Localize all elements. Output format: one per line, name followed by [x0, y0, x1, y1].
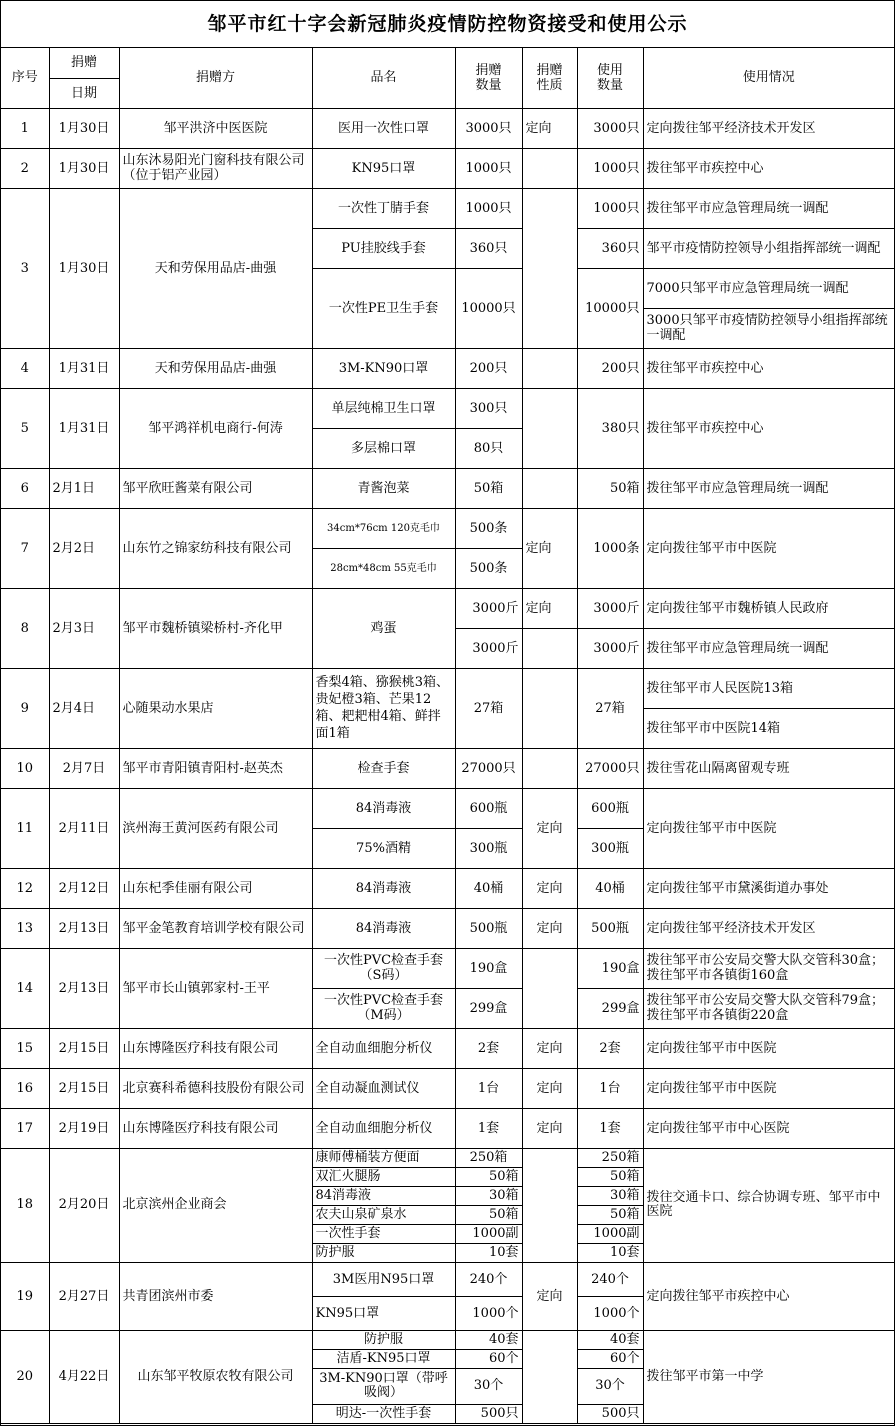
row-date: 2月7日 [49, 748, 119, 788]
row-item: 3M-KN90口罩 [312, 348, 455, 388]
row-nature [522, 628, 577, 668]
row-donor: 北京滨州企业商会 [119, 1148, 312, 1262]
table-row [1, 1108, 894, 1148]
row-item: 农夫山泉矿泉水 [312, 1205, 455, 1224]
row-nature [522, 948, 577, 1028]
row-no: 17 [1, 1108, 49, 1148]
row-nature: 定向 [522, 1108, 577, 1148]
row-date: 2月4日 [49, 668, 119, 748]
row-donor: 山东竹之锦家纺科技有限公司 [119, 508, 312, 588]
row-qty: 3000斤 [455, 588, 522, 628]
row-item: 84消毒液 [312, 868, 455, 908]
row-used: 380只 [577, 388, 643, 468]
row-item: 3M-KN90口罩（带呼吸阀） [312, 1368, 455, 1404]
row-no: 12 [1, 868, 49, 908]
row-used: 1000只 [577, 148, 643, 188]
row-donor: 邹平市青阳镇青阳村-赵英杰 [119, 748, 312, 788]
row-date: 1月30日 [49, 148, 119, 188]
row-used: 30个 [577, 1368, 643, 1404]
row-qty: 299盒 [455, 988, 522, 1028]
row-no: 10 [1, 748, 49, 788]
row-nature [522, 1330, 577, 1423]
row-qty: 50箱 [455, 468, 522, 508]
table-row [1, 348, 894, 388]
row-nature: 定向 [522, 108, 577, 148]
row-used: 300瓶 [577, 828, 643, 868]
row-qty: 50箱 [455, 1205, 522, 1224]
row-no: 3 [1, 188, 49, 348]
row-usage: 拨往邹平市应急管理局统一调配 [643, 628, 894, 668]
row-no: 9 [1, 668, 49, 748]
header-donor: 捐赠方 [119, 48, 312, 108]
row-no: 6 [1, 468, 49, 508]
row-donor: 滨州海王黄河医药有限公司 [119, 788, 312, 868]
row-usage: 拨往邹平市疾控中心 [643, 148, 894, 188]
row-usage: 拨往邹平市第一中学 [643, 1330, 894, 1423]
table-row [1, 588, 894, 628]
row-item: KN95口罩 [312, 1296, 455, 1330]
row-donor: 山东博隆医疗科技有限公司 [119, 1108, 312, 1148]
row-usage: 拨往邹平市公安局交警大队交管科30盒；拨往邹平市各镇街160盒 [643, 948, 894, 988]
row-usage: 拨往邹平市应急管理局统一调配 [643, 188, 894, 228]
row-date: 2月15日 [49, 1068, 119, 1108]
row-usage: 拨往邹平市人民医院13箱 [643, 668, 894, 708]
row-no: 18 [1, 1148, 49, 1262]
row-date: 2月27日 [49, 1262, 119, 1330]
row-used: 40套 [577, 1330, 643, 1349]
row-used: 299盒 [577, 988, 643, 1028]
row-used: 3000只 [577, 108, 643, 148]
row-usage: 定向拨往邹平市中医院 [643, 508, 894, 588]
row-used: 50箱 [577, 1167, 643, 1186]
table-row [1, 1148, 894, 1167]
row-used: 1000副 [577, 1224, 643, 1243]
row-usage: 拨往邹平市疾控中心 [643, 348, 894, 388]
row-used: 1000个 [577, 1296, 643, 1330]
row-no: 5 [1, 388, 49, 468]
row-usage: 定向拨往邹平经济技术开发区 [643, 108, 894, 148]
row-no: 13 [1, 908, 49, 948]
table-row [1, 1262, 894, 1296]
row-usage: 拨往邹平市疾控中心 [643, 388, 894, 468]
row-usage: 定向拨往邹平经济技术开发区 [643, 908, 894, 948]
row-item: 双汇火腿肠 [312, 1167, 455, 1186]
row-donor: 山东杞季佳丽有限公司 [119, 868, 312, 908]
row-usage: 定向拨往邹平市中心医院 [643, 1108, 894, 1148]
row-no: 7 [1, 508, 49, 588]
row-date: 1月30日 [49, 108, 119, 148]
row-donor: 邹平欣旺酱菜有限公司 [119, 468, 312, 508]
row-used: 1台 [577, 1068, 643, 1108]
table-row [1, 948, 894, 988]
row-item: 洁盾-KN95口罩 [312, 1349, 455, 1368]
row-qty: 500瓶 [455, 908, 522, 948]
row-item: 84消毒液 [312, 908, 455, 948]
row-qty: 3000只 [455, 108, 522, 148]
header-date: 日期 [49, 78, 119, 108]
row-usage: 7000只邹平市应急管理局统一调配 [643, 268, 894, 308]
row-nature: 定向 [522, 1068, 577, 1108]
row-qty: 500条 [455, 548, 522, 588]
row-usage: 定向拨往邹平市中医院 [643, 1068, 894, 1108]
row-qty: 250箱 [455, 1148, 522, 1167]
row-no: 16 [1, 1068, 49, 1108]
row-item: 全自动凝血测试仪 [312, 1068, 455, 1108]
header-donate: 捐赠 [49, 48, 119, 78]
row-used: 2套 [577, 1028, 643, 1068]
row-qty: 1000只 [455, 148, 522, 188]
donation-table [1, 48, 894, 1424]
row-used: 50箱 [577, 1205, 643, 1224]
row-date: 2月20日 [49, 1148, 119, 1262]
row-date: 2月11日 [49, 788, 119, 868]
row-qty: 1000个 [455, 1296, 522, 1330]
row-item: 一次性PE卫生手套 [312, 268, 455, 348]
row-used: 27箱 [577, 668, 643, 748]
row-item: 一次性手套 [312, 1224, 455, 1243]
row-nature [522, 748, 577, 788]
row-qty: 1000只 [455, 188, 522, 228]
row-date: 1月31日 [49, 388, 119, 468]
header-usage: 使用情况 [643, 48, 894, 108]
row-used: 250箱 [577, 1148, 643, 1167]
row-date: 2月13日 [49, 948, 119, 1028]
row-qty: 300只 [455, 388, 522, 428]
row-no: 11 [1, 788, 49, 868]
row-item: 28cm*48cm 55克毛巾 [312, 548, 455, 588]
row-qty: 240个 [455, 1262, 522, 1296]
row-date: 2月19日 [49, 1108, 119, 1148]
row-item: 青酱泡菜 [312, 468, 455, 508]
row-used: 60个 [577, 1349, 643, 1368]
header-no: 序号 [1, 48, 49, 108]
table-row [1, 108, 894, 148]
row-usage: 拨往雪花山隔离留观专班 [643, 748, 894, 788]
row-item: 防护服 [312, 1330, 455, 1349]
row-date: 2月3日 [49, 588, 119, 668]
table-row [1, 908, 894, 948]
row-nature: 定向 [522, 1028, 577, 1068]
row-qty: 3000斤 [455, 628, 522, 668]
row-qty: 10套 [455, 1243, 522, 1262]
row-item: 防护服 [312, 1243, 455, 1262]
row-used: 500只 [577, 1404, 643, 1423]
row-date: 1月30日 [49, 188, 119, 348]
table-row [1, 1028, 894, 1068]
row-usage: 定向拨往邹平市疾控中心 [643, 1262, 894, 1330]
header-row [1, 48, 894, 78]
row-usage: 定向拨往邹平市中医院 [643, 788, 894, 868]
row-nature [522, 148, 577, 188]
row-donor: 共青团滨州市委 [119, 1262, 312, 1330]
row-item: 3M医用N95口罩 [312, 1262, 455, 1296]
row-usage: 定向拨往邹平市魏桥镇人民政府 [643, 588, 894, 628]
row-item: 全自动血细胞分析仪 [312, 1108, 455, 1148]
row-usage: 拨往邹平市公安局交警大队交管科79盒；拨往邹平市各镇街220盒 [643, 988, 894, 1028]
row-no: 15 [1, 1028, 49, 1068]
row-qty: 10000只 [455, 268, 522, 348]
row-used: 10000只 [577, 268, 643, 348]
row-donor: 邹平洪济中医医院 [119, 108, 312, 148]
row-qty: 40套 [455, 1330, 522, 1349]
row-donor: 心随果动水果店 [119, 668, 312, 748]
row-used: 3000斤 [577, 588, 643, 628]
row-no: 8 [1, 588, 49, 668]
row-qty: 500只 [455, 1404, 522, 1423]
row-usage: 拨往邹平市应急管理局统一调配 [643, 468, 894, 508]
row-donor: 北京赛科希德科技股份有限公司 [119, 1068, 312, 1108]
row-item: 单层纯棉卫生口罩 [312, 388, 455, 428]
row-nature [522, 388, 577, 468]
row-qty: 600瓶 [455, 788, 522, 828]
row-usage: 邹平市疫情防控领导小组指挥部统一调配 [643, 228, 894, 268]
row-nature: 定向 [522, 588, 577, 628]
row-qty: 200只 [455, 348, 522, 388]
row-nature: 定向 [522, 788, 577, 868]
row-item: 一次性PVC检查手套（S码） [312, 948, 455, 988]
row-no: 1 [1, 108, 49, 148]
row-nature [522, 468, 577, 508]
row-usage: 定向拨往邹平市中医院 [643, 1028, 894, 1068]
row-qty: 60个 [455, 1349, 522, 1368]
row-qty: 190盒 [455, 948, 522, 988]
row-nature [522, 348, 577, 388]
header-qty: 捐赠 数量 [455, 48, 522, 108]
row-nature: 定向 [522, 868, 577, 908]
table-row [1, 868, 894, 908]
row-donor: 天和劳保用品店-曲强 [119, 188, 312, 348]
table-row [1, 508, 894, 548]
row-date: 2月13日 [49, 908, 119, 948]
row-usage: 定向拨往邹平市黛溪街道办事处 [643, 868, 894, 908]
header-item: 品名 [312, 48, 455, 108]
header-used: 使用 数量 [577, 48, 643, 108]
row-used: 10套 [577, 1243, 643, 1262]
row-used: 360只 [577, 228, 643, 268]
row-qty: 50箱 [455, 1167, 522, 1186]
row-used: 200只 [577, 348, 643, 388]
row-donor: 山东邹平牧原农牧有限公司 [119, 1330, 312, 1423]
row-qty: 1000副 [455, 1224, 522, 1243]
row-item: 鸡蛋 [312, 588, 455, 668]
row-used: 1000条 [577, 508, 643, 588]
row-no: 14 [1, 948, 49, 1028]
row-used: 600瓶 [577, 788, 643, 828]
row-used: 30箱 [577, 1186, 643, 1205]
row-date: 4月22日 [49, 1330, 119, 1423]
row-nature [522, 1148, 577, 1262]
row-qty: 30个 [455, 1368, 522, 1404]
table-row [1, 148, 894, 188]
row-item: 84消毒液 [312, 1186, 455, 1205]
row-donor: 邹平市长山镇郭家村-王平 [119, 948, 312, 1028]
row-donor: 天和劳保用品店-曲强 [119, 348, 312, 388]
table-row [1, 388, 894, 428]
table-row [1, 1068, 894, 1108]
row-date: 2月2日 [49, 508, 119, 588]
row-qty: 40桶 [455, 868, 522, 908]
row-usage: 3000只邹平市疫情防控领导小组指挥部统一调配 [643, 308, 894, 348]
row-item: 多层棉口罩 [312, 428, 455, 468]
row-no: 2 [1, 148, 49, 188]
row-used: 3000斤 [577, 628, 643, 668]
header-nature: 捐赠 性质 [522, 48, 577, 108]
row-date: 2月1日 [49, 468, 119, 508]
table-row [1, 748, 894, 788]
row-qty: 1台 [455, 1068, 522, 1108]
row-item: KN95口罩 [312, 148, 455, 188]
table-row [1, 468, 894, 508]
row-qty: 360只 [455, 228, 522, 268]
row-no: 19 [1, 1262, 49, 1330]
page-title: 邹平市红十字会新冠肺炎疫情防控物资接受和使用公示 [1, 1, 894, 48]
row-item: 34cm*76cm 120克毛巾 [312, 508, 455, 548]
row-used: 50箱 [577, 468, 643, 508]
row-qty: 2套 [455, 1028, 522, 1068]
row-usage: 拨往交通卡口、综合协调专班、邹平市中医院 [643, 1148, 894, 1262]
row-item: 75%酒精 [312, 828, 455, 868]
row-donor: 山东沐易阳光门窗科技有限公司（位于铝产业园） [119, 148, 312, 188]
row-date: 2月12日 [49, 868, 119, 908]
row-donor: 山东博隆医疗科技有限公司 [119, 1028, 312, 1068]
row-used: 190盒 [577, 948, 643, 988]
row-qty: 27箱 [455, 668, 522, 748]
row-donor: 邹平市魏桥镇梁桥村-齐化甲 [119, 588, 312, 668]
row-item: 一次性PVC检查手套（M码） [312, 988, 455, 1028]
row-used: 500瓶 [577, 908, 643, 948]
row-used: 240个 [577, 1262, 643, 1296]
row-item: 香梨4箱、猕猴桃3箱、贵妃橙3箱、芒果12箱、耙耙柑4箱、鲜拌面1箱 [312, 668, 455, 748]
row-date: 1月31日 [49, 348, 119, 388]
row-item: 明达-一次性手套 [312, 1404, 455, 1423]
row-used: 27000只 [577, 748, 643, 788]
row-used: 1000只 [577, 188, 643, 228]
row-qty: 80只 [455, 428, 522, 468]
row-used: 40桶 [577, 868, 643, 908]
row-donor: 邹平鸿祥机电商行-何涛 [119, 388, 312, 468]
row-nature [522, 668, 577, 748]
row-no: 4 [1, 348, 49, 388]
row-used: 1套 [577, 1108, 643, 1148]
table-row [1, 668, 894, 708]
table-row [1, 1330, 894, 1349]
row-nature: 定向 [522, 908, 577, 948]
row-item: 医用一次性口罩 [312, 108, 455, 148]
row-item: 一次性丁腈手套 [312, 188, 455, 228]
row-date: 2月15日 [49, 1028, 119, 1068]
row-qty: 300瓶 [455, 828, 522, 868]
row-nature: 定向 [522, 1262, 577, 1330]
row-nature: 定向 [522, 508, 577, 588]
row-no: 20 [1, 1330, 49, 1423]
row-nature [522, 188, 577, 348]
row-qty: 1套 [455, 1108, 522, 1148]
row-qty: 30箱 [455, 1186, 522, 1205]
row-qty: 27000只 [455, 748, 522, 788]
row-item: 84消毒液 [312, 788, 455, 828]
row-item: 康师傅桶装方便面 [312, 1148, 455, 1167]
table-row [1, 788, 894, 828]
table-row [1, 188, 894, 228]
row-qty: 500条 [455, 508, 522, 548]
row-usage: 拨往邹平市中医院14箱 [643, 708, 894, 748]
row-item: PU挂胶线手套 [312, 228, 455, 268]
row-item: 检查手套 [312, 748, 455, 788]
row-donor: 邹平金笔教育培训学校有限公司 [119, 908, 312, 948]
row-item: 全自动血细胞分析仪 [312, 1028, 455, 1068]
